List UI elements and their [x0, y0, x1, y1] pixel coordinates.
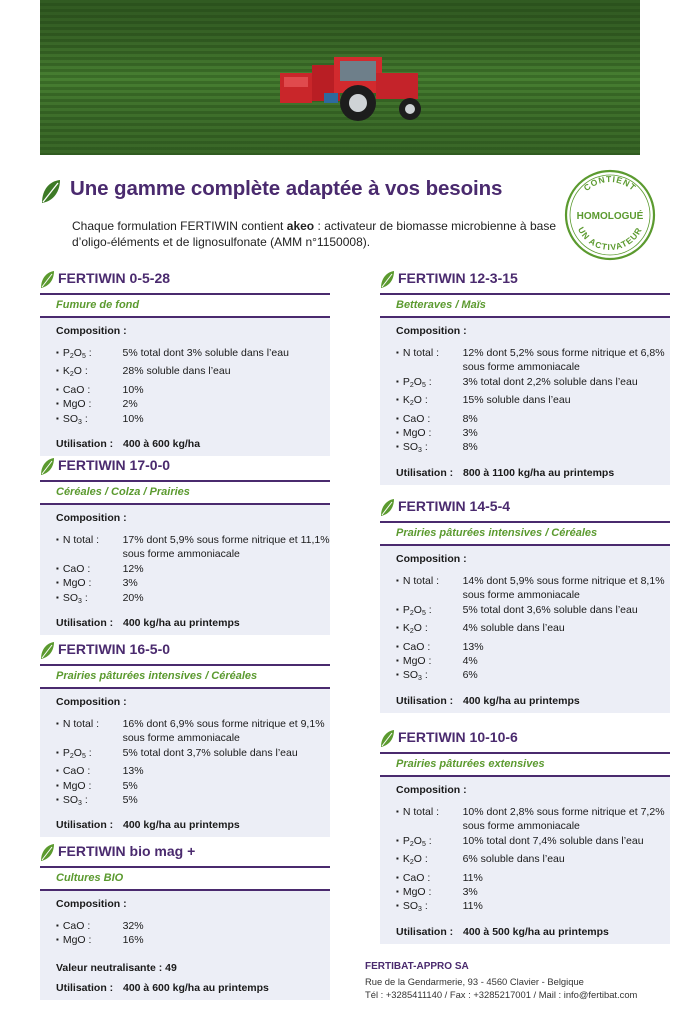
leaf-icon	[40, 642, 55, 660]
utilisation-line	[396, 695, 670, 707]
utilisation-value: 400 kg/ha au printemps	[463, 694, 580, 707]
utilisation-label: Utilisation :	[396, 925, 454, 938]
leaf-icon	[40, 458, 55, 476]
nutrient-value: 11%	[462, 871, 483, 884]
product-card	[40, 843, 330, 1000]
product-name: FERTIWIN 16-5-0	[58, 641, 171, 657]
nutrient-value: 16%	[122, 934, 144, 947]
composition-row	[56, 591, 330, 609]
utilisation-line	[396, 467, 670, 479]
nutrient-value: 3%	[462, 886, 478, 899]
nutrient-value: 6% soluble dans l’eau	[462, 853, 565, 866]
composition-table	[396, 805, 670, 918]
leaf-icon	[380, 499, 395, 517]
nutrient-name: ▪ CaO :	[396, 640, 463, 654]
utilisation-label: Utilisation :	[56, 819, 114, 832]
leaf-icon	[380, 730, 395, 748]
nutrient-name: ▪ MgO :	[56, 397, 123, 411]
nutrient-name: ▪ $P_2O_5$ :	[396, 375, 463, 393]
nutrient-name: ▪ MgO :	[56, 576, 123, 590]
nutrient-name: ▪ $P_2O_5$ :	[56, 346, 123, 364]
composition-row	[56, 919, 330, 933]
product-title-row	[380, 498, 670, 518]
nutrient-value: 2%	[122, 398, 138, 411]
nutrient-value: 4% soluble dans l’eau	[462, 622, 565, 635]
utilisation-line	[56, 438, 330, 450]
composition-row	[396, 885, 670, 899]
product-title-row	[40, 457, 330, 477]
nutrient-name: ▪ MgO :	[396, 885, 463, 899]
utilisation-value: 800 à 1100 kg/ha au printemps	[463, 466, 615, 479]
nutrient-value: 5% total dont 3% soluble dans l’eau	[122, 347, 289, 359]
product-name: FERTIWIN 0-5-28	[58, 270, 171, 286]
nutrient-name: ▪ N total :	[396, 805, 463, 834]
nutrient-value: 10%	[122, 383, 144, 396]
composition-box	[380, 777, 670, 944]
nutrient-name: ▪ $SO_3$ :	[396, 899, 463, 917]
leaf-icon	[40, 844, 55, 862]
nutrient-value: 13%	[122, 765, 144, 778]
product-card	[380, 270, 670, 485]
nutrient-name: ▪ $K_2O$ :	[396, 621, 463, 639]
nutrient-name: ▪ MgO :	[56, 779, 123, 793]
nutrient-value: 5% total dont 3,7% soluble dans l’eau	[122, 746, 298, 759]
nutrient-value: 12%	[122, 562, 144, 575]
composition-box	[40, 891, 330, 1000]
nutrient-name: ▪ $SO_3$ :	[56, 591, 123, 609]
composition-label: Composition :	[396, 553, 467, 565]
product-title-row	[380, 729, 670, 749]
nutrient-value: 10%	[122, 412, 144, 425]
nutrient-name: ▪ N total :	[396, 346, 463, 375]
composition-row	[396, 871, 670, 885]
composition-label: Composition :	[396, 784, 467, 796]
tractor-field-illustration	[40, 0, 640, 155]
utilisation-label: Utilisation :	[56, 438, 114, 451]
nutrient-value: 32%	[122, 920, 144, 932]
nutrient-value: 15% soluble dans l’eau	[462, 394, 571, 407]
nutrient-value: 3% total dont 2,2% soluble dans l’eau	[462, 375, 638, 388]
product-card	[40, 270, 330, 456]
company-footer	[365, 960, 675, 1001]
composition-row	[396, 393, 670, 411]
company-contact: Tél : +3285411140 / Fax : +3285217001 / Mail : info@fertibat.com	[365, 989, 638, 1000]
product-usage-subtitle: Fumure de fond	[40, 295, 330, 316]
nutrient-name: ▪ $K_2O$ :	[396, 393, 463, 411]
product-usage-subtitle: Prairies pâturées intensives / Céréales	[40, 666, 330, 687]
product-card	[40, 457, 330, 635]
neutralising-value: Valeur neutralisante : 49	[56, 961, 177, 974]
utilisation-line	[56, 819, 330, 831]
nutrient-name: ▪ N total :	[56, 533, 123, 562]
company-address: Rue de la Gendarmerie, 93 - 4560 Clavier - Belgique	[365, 976, 584, 987]
composition-table	[56, 346, 330, 430]
nutrient-name: ▪ CaO :	[56, 383, 123, 397]
badge-bottom-text: UN ACTIVATEUR	[576, 225, 644, 253]
utilisation-label: Utilisation :	[56, 617, 114, 630]
utilisation-label: Utilisation :	[396, 466, 454, 479]
product-name: FERTIWIN bio mag +	[58, 843, 196, 859]
utilisation-label: Utilisation :	[56, 981, 114, 994]
composition-label: Composition :	[396, 325, 467, 337]
composition-row	[56, 793, 330, 811]
nutrient-value: 5% total dont 3,6% soluble dans l’eau	[462, 603, 638, 616]
nutrient-value: 17% dont 5,9% sous forme nitrique et 11,1% sous forme ammoniacale	[122, 534, 330, 561]
composition-box	[40, 505, 330, 635]
utilisation-value: 400 kg/ha au printemps	[123, 617, 240, 630]
composition-box	[380, 546, 670, 713]
nutrient-name: ▪ N total :	[396, 574, 463, 603]
composition-row	[396, 899, 670, 917]
product-usage-subtitle: Prairies pâturées extensives	[380, 754, 670, 775]
nutrient-name: ▪ $SO_3$ :	[396, 668, 463, 686]
composition-row	[396, 834, 670, 852]
composition-table	[56, 533, 330, 609]
leaf-icon	[380, 271, 395, 289]
nutrient-value: 14% dont 5,9% sous forme nitrique et 8,1% sous forme ammoniacale	[462, 575, 665, 602]
main-heading	[40, 177, 560, 207]
nutrient-value: 6%	[462, 669, 478, 682]
intro-paragraph: Chaque formulation FERTIWIN contient akeo : activateur de biomasse microbienne à base d’oligo-éléments et de lignosulfonate (AMM n°1150008).	[72, 219, 556, 249]
nutrient-value: 10% dont 2,8% sous forme nitrique et 7,2% sous forme ammoniacale	[462, 806, 665, 833]
nutrient-name: ▪ CaO :	[396, 412, 463, 426]
nutrient-name: ▪ $P_2O_5$ :	[396, 834, 463, 852]
utilisation-line	[396, 926, 670, 938]
composition-box	[40, 689, 330, 837]
nutrient-name: ▪ $SO_3$ :	[56, 793, 123, 811]
nutrient-value: 28% soluble dans l’eau	[122, 365, 231, 378]
akeo-name: akeo	[286, 219, 315, 233]
product-name: FERTIWIN 14-5-4	[398, 498, 511, 514]
composition-label: Composition :	[56, 325, 127, 337]
product-name: FERTIWIN 10-10-6	[398, 729, 518, 745]
nutrient-value: 13%	[462, 640, 484, 653]
nutrient-name: ▪ $SO_3$ :	[396, 440, 463, 458]
composition-row	[56, 764, 330, 778]
composition-table	[396, 574, 670, 687]
nutrient-name: ▪ MgO :	[56, 933, 123, 947]
composition-row	[56, 412, 330, 430]
company-name: FERTIBAT-APPRO SA	[365, 961, 469, 972]
nutrient-name: ▪ MgO :	[396, 426, 463, 440]
nutrient-name: ▪ MgO :	[396, 654, 463, 668]
badge-center-text: HOMOLOGUÉ	[576, 211, 644, 222]
composition-row	[396, 640, 670, 654]
composition-row	[56, 717, 330, 746]
utilisation-line	[56, 982, 330, 994]
product-usage-subtitle: Cultures BIO	[40, 868, 330, 889]
composition-row	[56, 576, 330, 590]
composition-row	[56, 746, 330, 764]
nutrient-value: 12% dont 5,2% sous forme nitrique et 6,8% sous forme ammoniacale	[462, 347, 665, 374]
homologue-badge	[563, 168, 657, 262]
utilisation-value: 400 à 600 kg/ha	[123, 438, 201, 451]
composition-table	[56, 919, 330, 948]
product-name: FERTIWIN 12-3-15	[398, 270, 518, 286]
composition-table	[396, 346, 670, 459]
leaf-icon	[40, 271, 55, 289]
nutrient-name: ▪ $SO_3$ :	[56, 412, 123, 430]
nutrient-name: ▪ $P_2O_5$ :	[56, 746, 123, 764]
composition-label: Composition :	[56, 898, 127, 910]
composition-row	[396, 805, 670, 834]
product-name: FERTIWIN 17-0-0	[58, 457, 171, 473]
nutrient-value: 5%	[122, 779, 138, 792]
product-title-row	[40, 843, 330, 863]
badge-top-text: CONTIENT	[581, 173, 639, 194]
composition-row	[56, 346, 330, 364]
product-usage-subtitle: Céréales / Colza / Prairies	[40, 482, 330, 503]
nutrient-value: 3%	[122, 577, 138, 590]
composition-table	[56, 717, 330, 811]
leaf-icon	[40, 179, 62, 205]
hero-photo	[40, 0, 640, 155]
composition-row	[56, 383, 330, 397]
composition-label: Composition :	[56, 512, 127, 524]
nutrient-value: 8%	[462, 412, 478, 425]
nutrient-value: 11%	[462, 900, 483, 913]
composition-row	[396, 426, 670, 440]
nutrient-name: ▪ CaO :	[396, 871, 463, 885]
composition-row	[56, 533, 330, 562]
nutrient-name: ▪ $K_2O$ :	[56, 364, 123, 382]
nutrient-value: 8%	[462, 441, 478, 454]
utilisation-value: 400 à 600 kg/ha au printemps	[123, 981, 269, 994]
nutrient-value: 10% total dont 7,4% soluble dans l’eau	[462, 834, 644, 847]
nutrient-value: 20%	[122, 591, 144, 604]
utilisation-line	[56, 617, 330, 629]
composition-box	[40, 318, 330, 456]
utilisation-label: Utilisation :	[396, 694, 454, 707]
product-title-row	[380, 270, 670, 290]
product-title-row	[40, 270, 330, 290]
composition-row	[56, 779, 330, 793]
nutrient-value: 4%	[462, 655, 478, 668]
composition-row	[396, 603, 670, 621]
composition-row	[396, 668, 670, 686]
utilisation-value: 400 kg/ha au printemps	[123, 819, 240, 832]
composition-row	[396, 654, 670, 668]
composition-box	[380, 318, 670, 485]
composition-row	[56, 933, 330, 947]
composition-row	[56, 562, 330, 576]
product-usage-subtitle: Prairies pâturées intensives / Céréales	[380, 523, 670, 544]
composition-row	[396, 440, 670, 458]
composition-row	[396, 852, 670, 870]
nutrient-name: ▪ CaO :	[56, 764, 123, 778]
nutrient-name: ▪ $K_2O$ :	[396, 852, 463, 870]
composition-row	[396, 375, 670, 393]
utilisation-value: 400 à 500 kg/ha au printemps	[463, 925, 609, 938]
nutrient-value: 3%	[462, 427, 478, 440]
composition-row	[396, 574, 670, 603]
nutrient-name: ▪ CaO :	[56, 919, 123, 933]
product-card	[40, 641, 330, 837]
nutrient-value: 16% dont 6,9% sous forme nitrique et 9,1% sous forme ammoniacale	[122, 718, 325, 745]
product-card	[380, 729, 670, 944]
composition-row	[396, 412, 670, 426]
composition-row	[56, 397, 330, 411]
nutrient-value: 5%	[122, 794, 138, 807]
product-card	[380, 498, 670, 713]
composition-row	[396, 621, 670, 639]
composition-label: Composition :	[56, 696, 127, 708]
product-usage-subtitle: Betteraves / Maïs	[380, 295, 670, 316]
composition-row	[56, 364, 330, 382]
product-title-row	[40, 641, 330, 661]
nutrient-name: ▪ N total :	[56, 717, 123, 746]
nutrient-name: ▪ $P_2O_5$ :	[396, 603, 463, 621]
composition-row	[396, 346, 670, 375]
page-title: Une gamme complète adaptée à vos besoins	[70, 177, 503, 200]
nutrient-name: ▪ CaO :	[56, 562, 123, 576]
